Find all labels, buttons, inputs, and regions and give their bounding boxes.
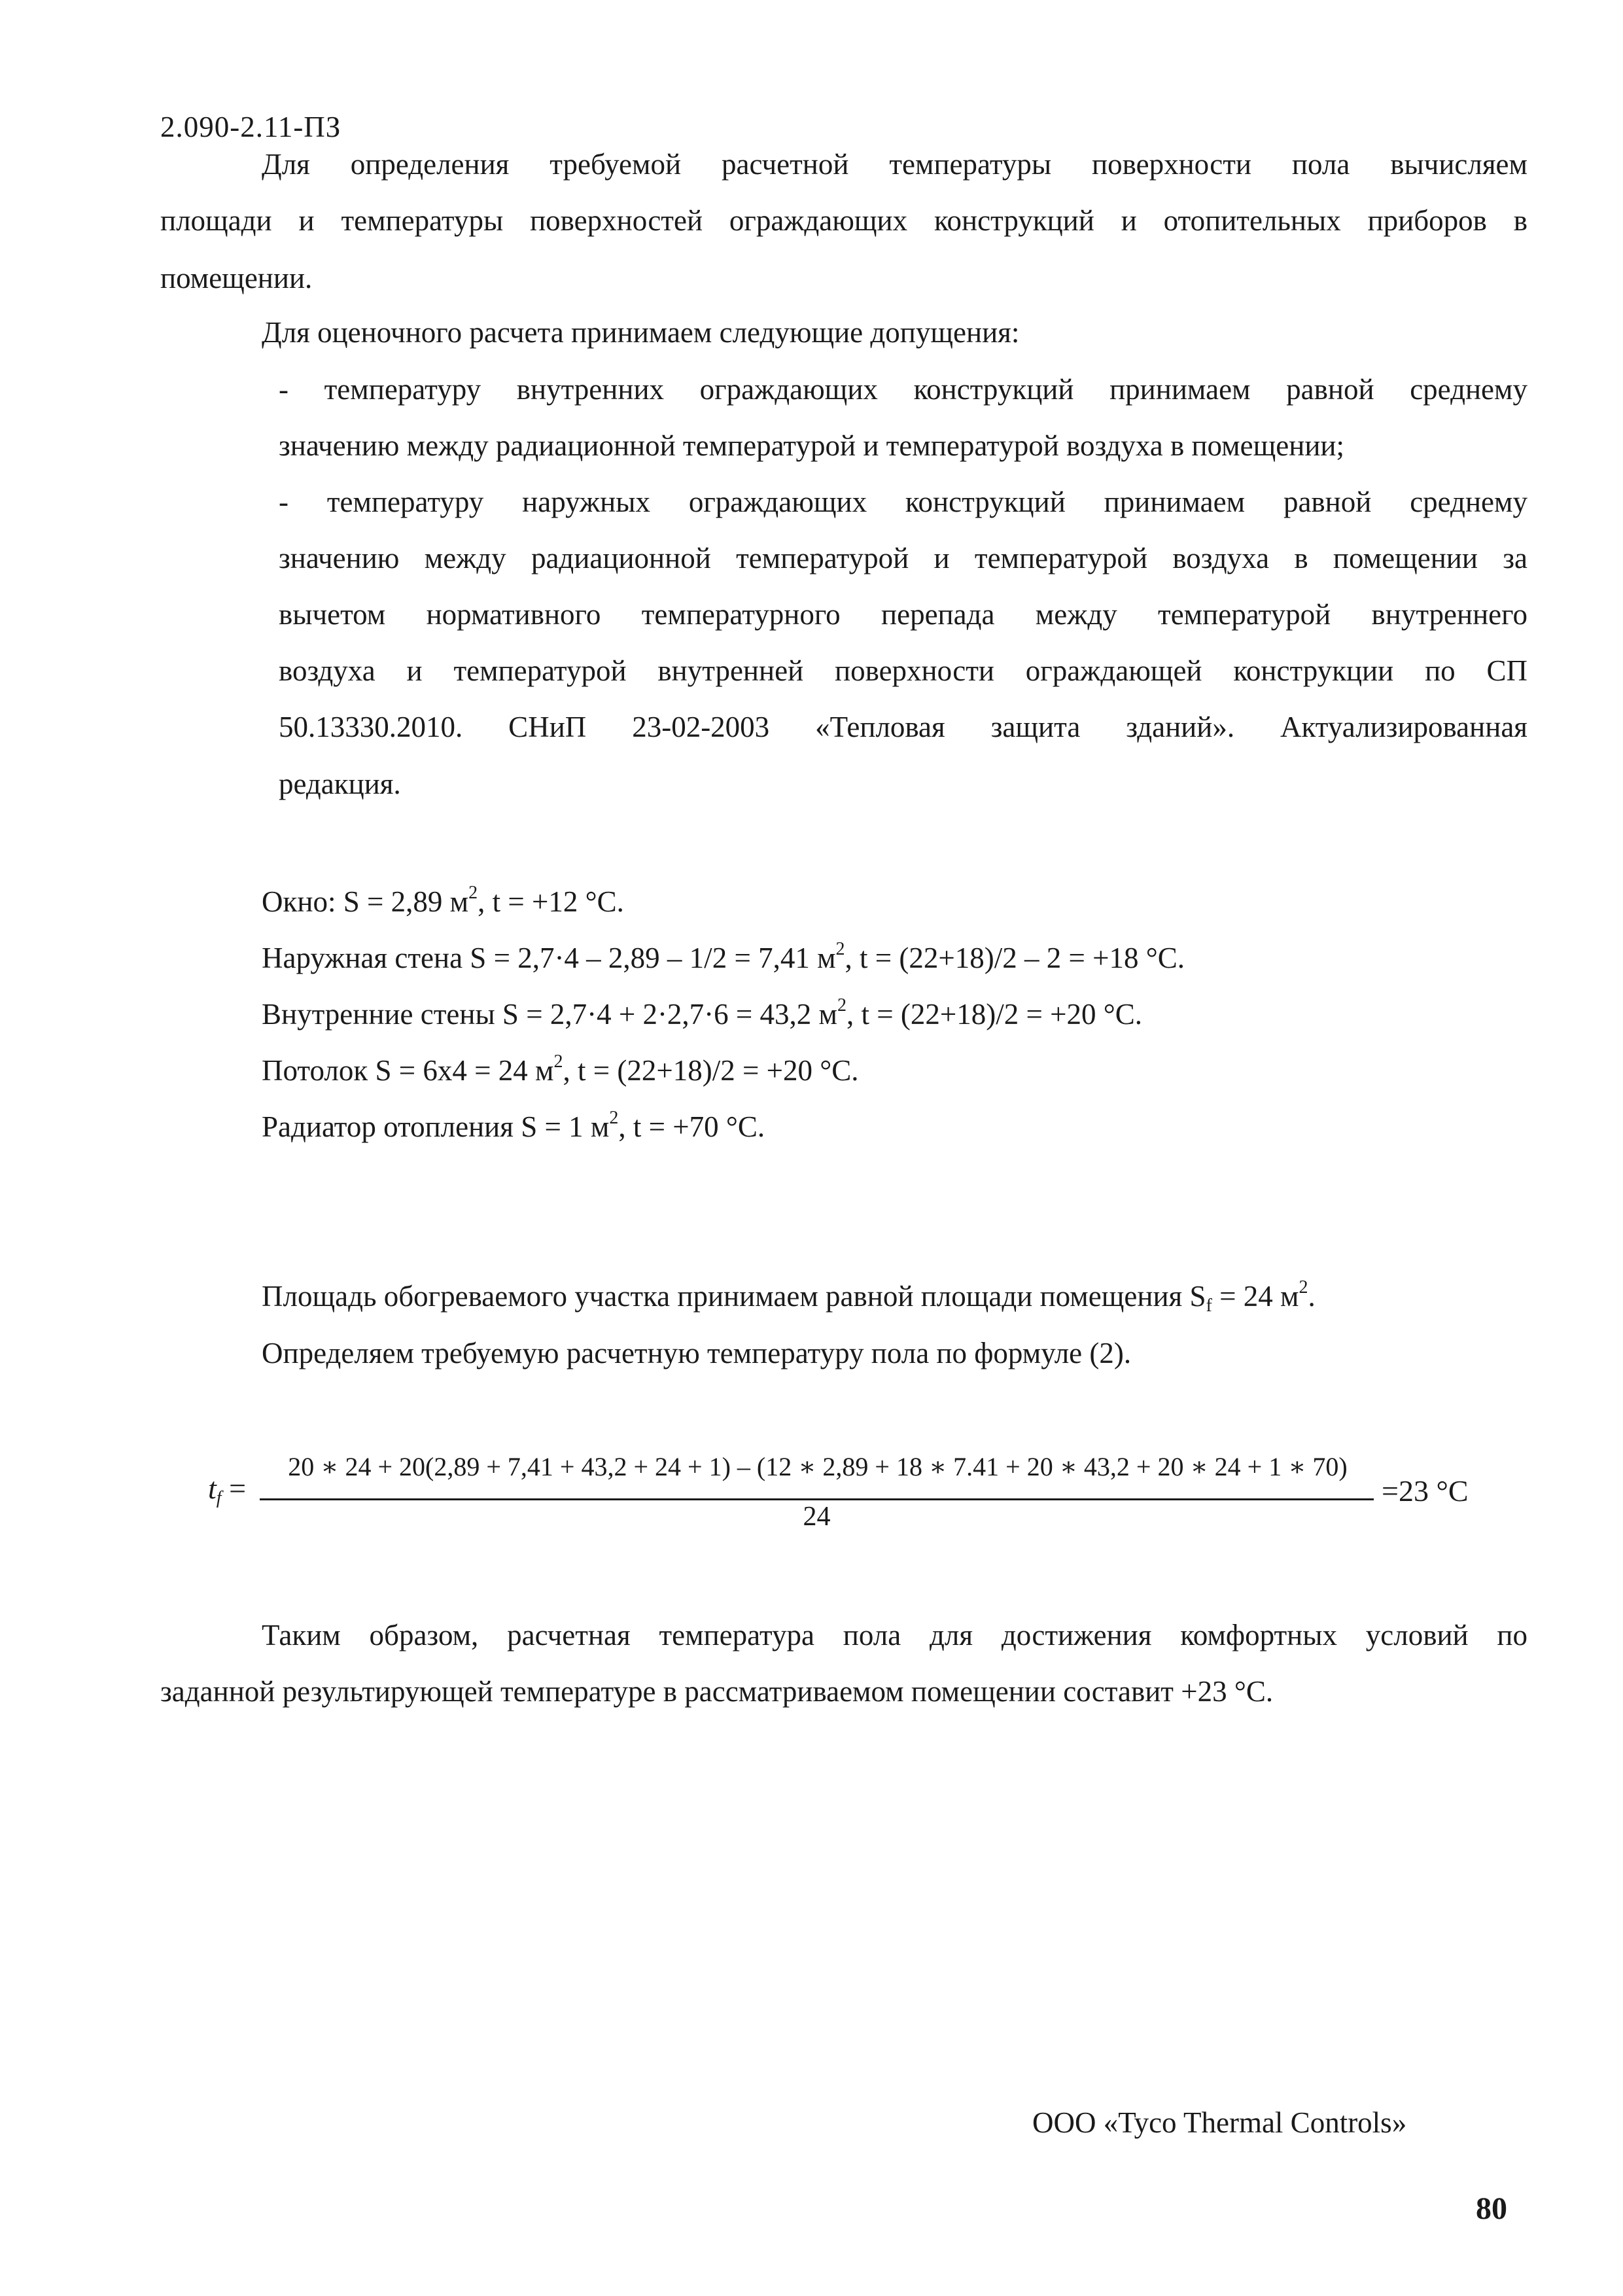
- assumption-2-line-3: вычетом нормативного температурного перепада между температурой внутреннего: [279, 598, 1527, 631]
- assumption-2-line-6: редакция.: [279, 768, 401, 800]
- assumption-2-line-4: воздуха и температурой внутренней поверхности ограждающей конструкции по СП: [279, 654, 1527, 687]
- intro-line-1: Для определения требуемой расчетной температуры поверхности пола вычисляем: [262, 148, 1527, 181]
- assumptions-heading: Для оценочного расчета принимаем следующие допущения:: [262, 316, 1020, 349]
- assumption-2-line-2: значению между радиационной температурой и температурой воздуха в помещении за: [279, 542, 1527, 574]
- formula-intro-line: Определяем требуемую расчетную температуру пола по формуле (2).: [262, 1337, 1132, 1369]
- intro-line-2: площади и температуры поверхностей ограждающих конструкций и отопительных приборов в: [160, 204, 1527, 237]
- company-footer: ООО «Tyco Thermal Controls»: [1032, 2106, 1407, 2139]
- intro-line-3: помещении.: [160, 262, 313, 294]
- conclusion-line-2: заданной результирующей температуре в рассматриваемом помещении составит +23 °С.: [160, 1675, 1274, 1708]
- document-code: 2.090-2.11-ПЗ: [160, 111, 341, 143]
- surface-external-wall: Наружная стена S = 2,7·4 – 2,89 – 1/2 = 7,41 $м^2$, t = (22+18)/2 – 2 = +18 °С.: [262, 939, 1185, 974]
- heated-area-line: Площадь обогреваемого участка принимаем равной площади помещения $S_f = 24$ $м^2$.: [262, 1277, 1316, 1316]
- surface-ceiling: Потолок S = 6х4 = 24 $м^2$, t = (22+18)/2 = +20 °С.: [262, 1051, 859, 1087]
- formula-denominator: 24: [803, 1502, 831, 1532]
- assumption-1-line-1: - температуру внутренних ограждающих конструкций принимаем равной среднему: [279, 373, 1527, 406]
- surface-internal-walls: Внутренние стены S = 2,7·4 + 2·2,7·6 = 43,2 $м^2$, t = (22+18)/2 = +20 °С.: [262, 995, 1143, 1031]
- surface-radiator: Радиатор отопления S = 1 $м^2$, t = +70 °С.: [262, 1108, 765, 1143]
- conclusion-line-1: Таким образом, расчетная температура пола для достижения комфортных условий по: [262, 1619, 1527, 1651]
- formula-result: =23 °С: [1382, 1474, 1469, 1508]
- assumption-1-line-2: значению между радиационной температурой и температурой воздуха в помещении;: [279, 429, 1345, 462]
- assumption-2-line-1: - температуру наружных ограждающих конструкций принимаем равной среднему: [279, 486, 1527, 518]
- formula-lhs: $t_f$ =: [208, 1472, 247, 1508]
- assumption-2-line-5: 50.13330.2010. СНиП 23-02-2003 «Тепловая защита зданий». Актуализированная: [279, 711, 1527, 743]
- fraction-bar: [260, 1498, 1374, 1500]
- formula-numerator: 20 ∗ 24 + 20(2,89 + 7,41 + 43,2 + 24 + 1) – (12 ∗ 2,89 + 18 ∗ 7.41 + 20 ∗ 43,2 + 20 ∗ 24 + 1 ∗ 70): [288, 1452, 1348, 1481]
- surface-window: Окно: S = 2,89 $м^2$, t = +12 °С.: [262, 883, 624, 918]
- page-number: 80: [1476, 2191, 1507, 2226]
